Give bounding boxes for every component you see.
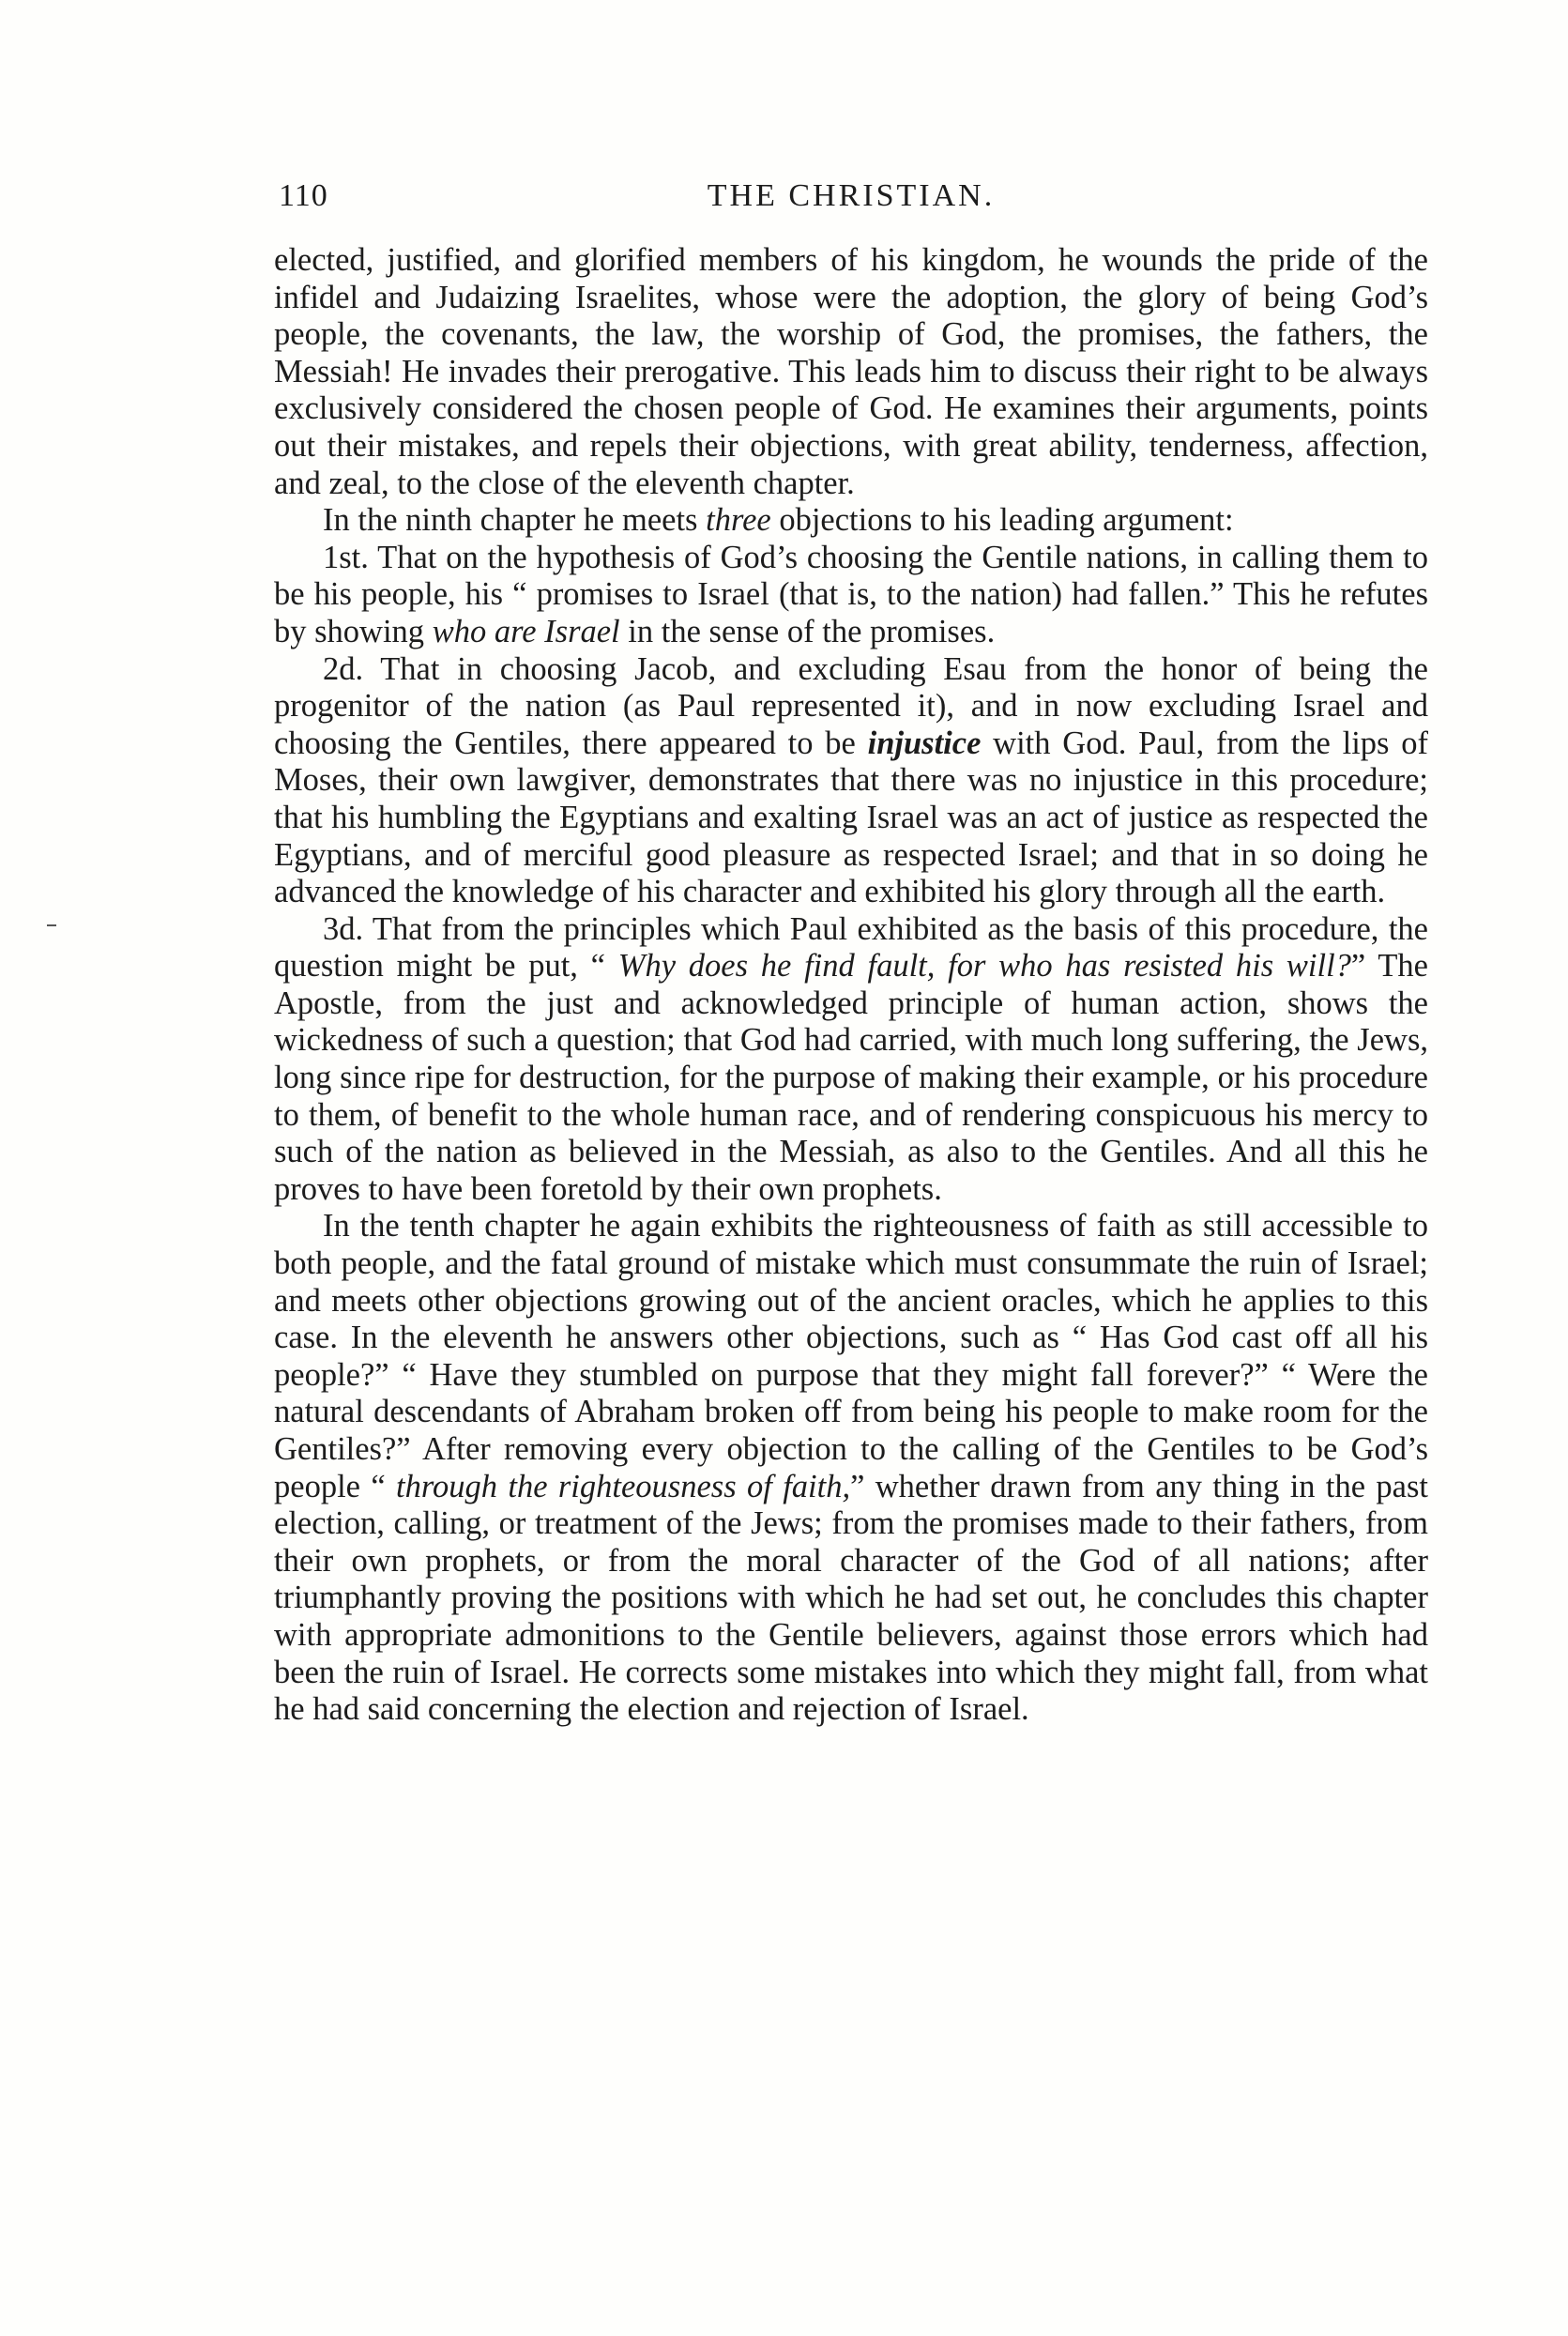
paragraph-6-text-a: In the tenth chapter he again exhibits the righteousness of faith as still accessible to both people, and the fatal ground of mistake which must consummate the ruin of Israel; and meets other objections growing out of the ancient oracles, which he applies to this case. In the eleventh he answers other objections, such as “ Has God cast off all his people?” “ Have they stumbled on purpose that they might fall forever?” “ Were the natural descendants of Abraham broken off from being his people to make room for the Gentiles?” After removing every objection to the calling of the Gentiles to be God’s people “ xyxy=(274,1208,1428,1504)
paragraph-4-text-a: 2d. That in choosing Jacob, and excluding Esau from the honor of being the progenitor of the nation (as Paul represented it), and in now excluding Israel and choosing the Gentiles, there appeared to be xyxy=(274,650,1428,761)
paragraph-5-text-c: ” The Apostle, from the just and acknowledged principle of human action, shows the wickedness of such a question; that God had carried, with much long suffering, the Jews, long since ripe for destruction, for the purpose of making their example, or his procedure to them, of benefit to the whole human race, and of rendering conspicuous his mercy to such of the nation as believed in the Messiah, as also to the Gentiles. And all this he proves to have been foretold by their own prophets. xyxy=(274,948,1428,1207)
paragraph-2-text-a: In the ninth chapter he meets xyxy=(323,502,707,539)
paragraph-4-emphasis: injustice xyxy=(867,725,982,761)
paragraph-3 xyxy=(274,540,1428,651)
body-text xyxy=(274,242,1428,1729)
paragraph-5-text-a: 3d. That from the principles which Paul exhibited as the basis of this procedure, the question might be put, “ xyxy=(274,910,1428,985)
paragraph-2-emphasis: three xyxy=(706,502,771,539)
paragraph-5-emphasis: Why does he find fault, for who has resisted his will? xyxy=(617,948,1351,985)
paragraph-1: elected, justified, and glorified members of his kingdom, he wounds the pride of the infidel and Judaizing Israelites, whose were the adoption, the glory of being God’s people, the covenants, the law, the worship of God, the promises, the fathers, the Messiah! He invades their prerogative. This leads him to discuss their right to be always exclusively considered the chosen people of God. He examines their arguments, points out their mistakes, and repels their objections, with great ability, tenderness, affection, and zeal, to the close of the eleventh chapter. xyxy=(274,242,1428,501)
paragraph-2-text-c: objections to his leading argument: xyxy=(770,502,1234,539)
paragraph-6-emphasis: through the righteousness of faith, xyxy=(396,1468,851,1504)
paragraph-6-text-c: ” whether drawn from any thing in the past election, calling, or treatment of the Jews; from the promises made to their fathers, from their own prophets, or from the moral character of the God of all nations; after triumphantly proving the positions with which he had set out, he concludes this chapter with appropriate admonitions to the Gentile believers, against those errors which had been the ruin of Israel. He corrects some mistakes into which they might fall, from what he had said concerning the election and rejection of Israel. xyxy=(274,1468,1428,1728)
page-number: 110 xyxy=(279,178,328,213)
paragraph-6 xyxy=(274,1208,1428,1728)
paragraph-4-text-c: with God. Paul, from the lips of Moses, their own lawgiver, demonstrates that there was no injustice in this procedure; that his humbling the Egyptians and exalting Israel was an act of justice as respected the Egyptians, and of merciful good pleasure as respected Israel; and that in so doing he advanced the knowledge of his character and exhibited his glory through all the earth. xyxy=(274,725,1428,910)
paragraph-3-text-c: in the sense of the promises. xyxy=(619,613,996,649)
paragraph-4 xyxy=(274,651,1428,911)
margin-mark xyxy=(47,924,56,926)
running-head xyxy=(279,178,1423,225)
paragraph-2 xyxy=(274,502,1428,540)
running-title: THE CHRISTIAN. xyxy=(707,178,996,213)
paragraph-3-text-a: 1st. That on the hypothesis of God’s choosing the Gentile nations, in calling them to be his people, his “ promises to Israel (that is, to the nation) had fallen.” This he refutes by showing xyxy=(274,539,1428,649)
paragraph-5 xyxy=(274,911,1428,1209)
paragraph-3-emphasis: who are Israel xyxy=(432,613,620,649)
